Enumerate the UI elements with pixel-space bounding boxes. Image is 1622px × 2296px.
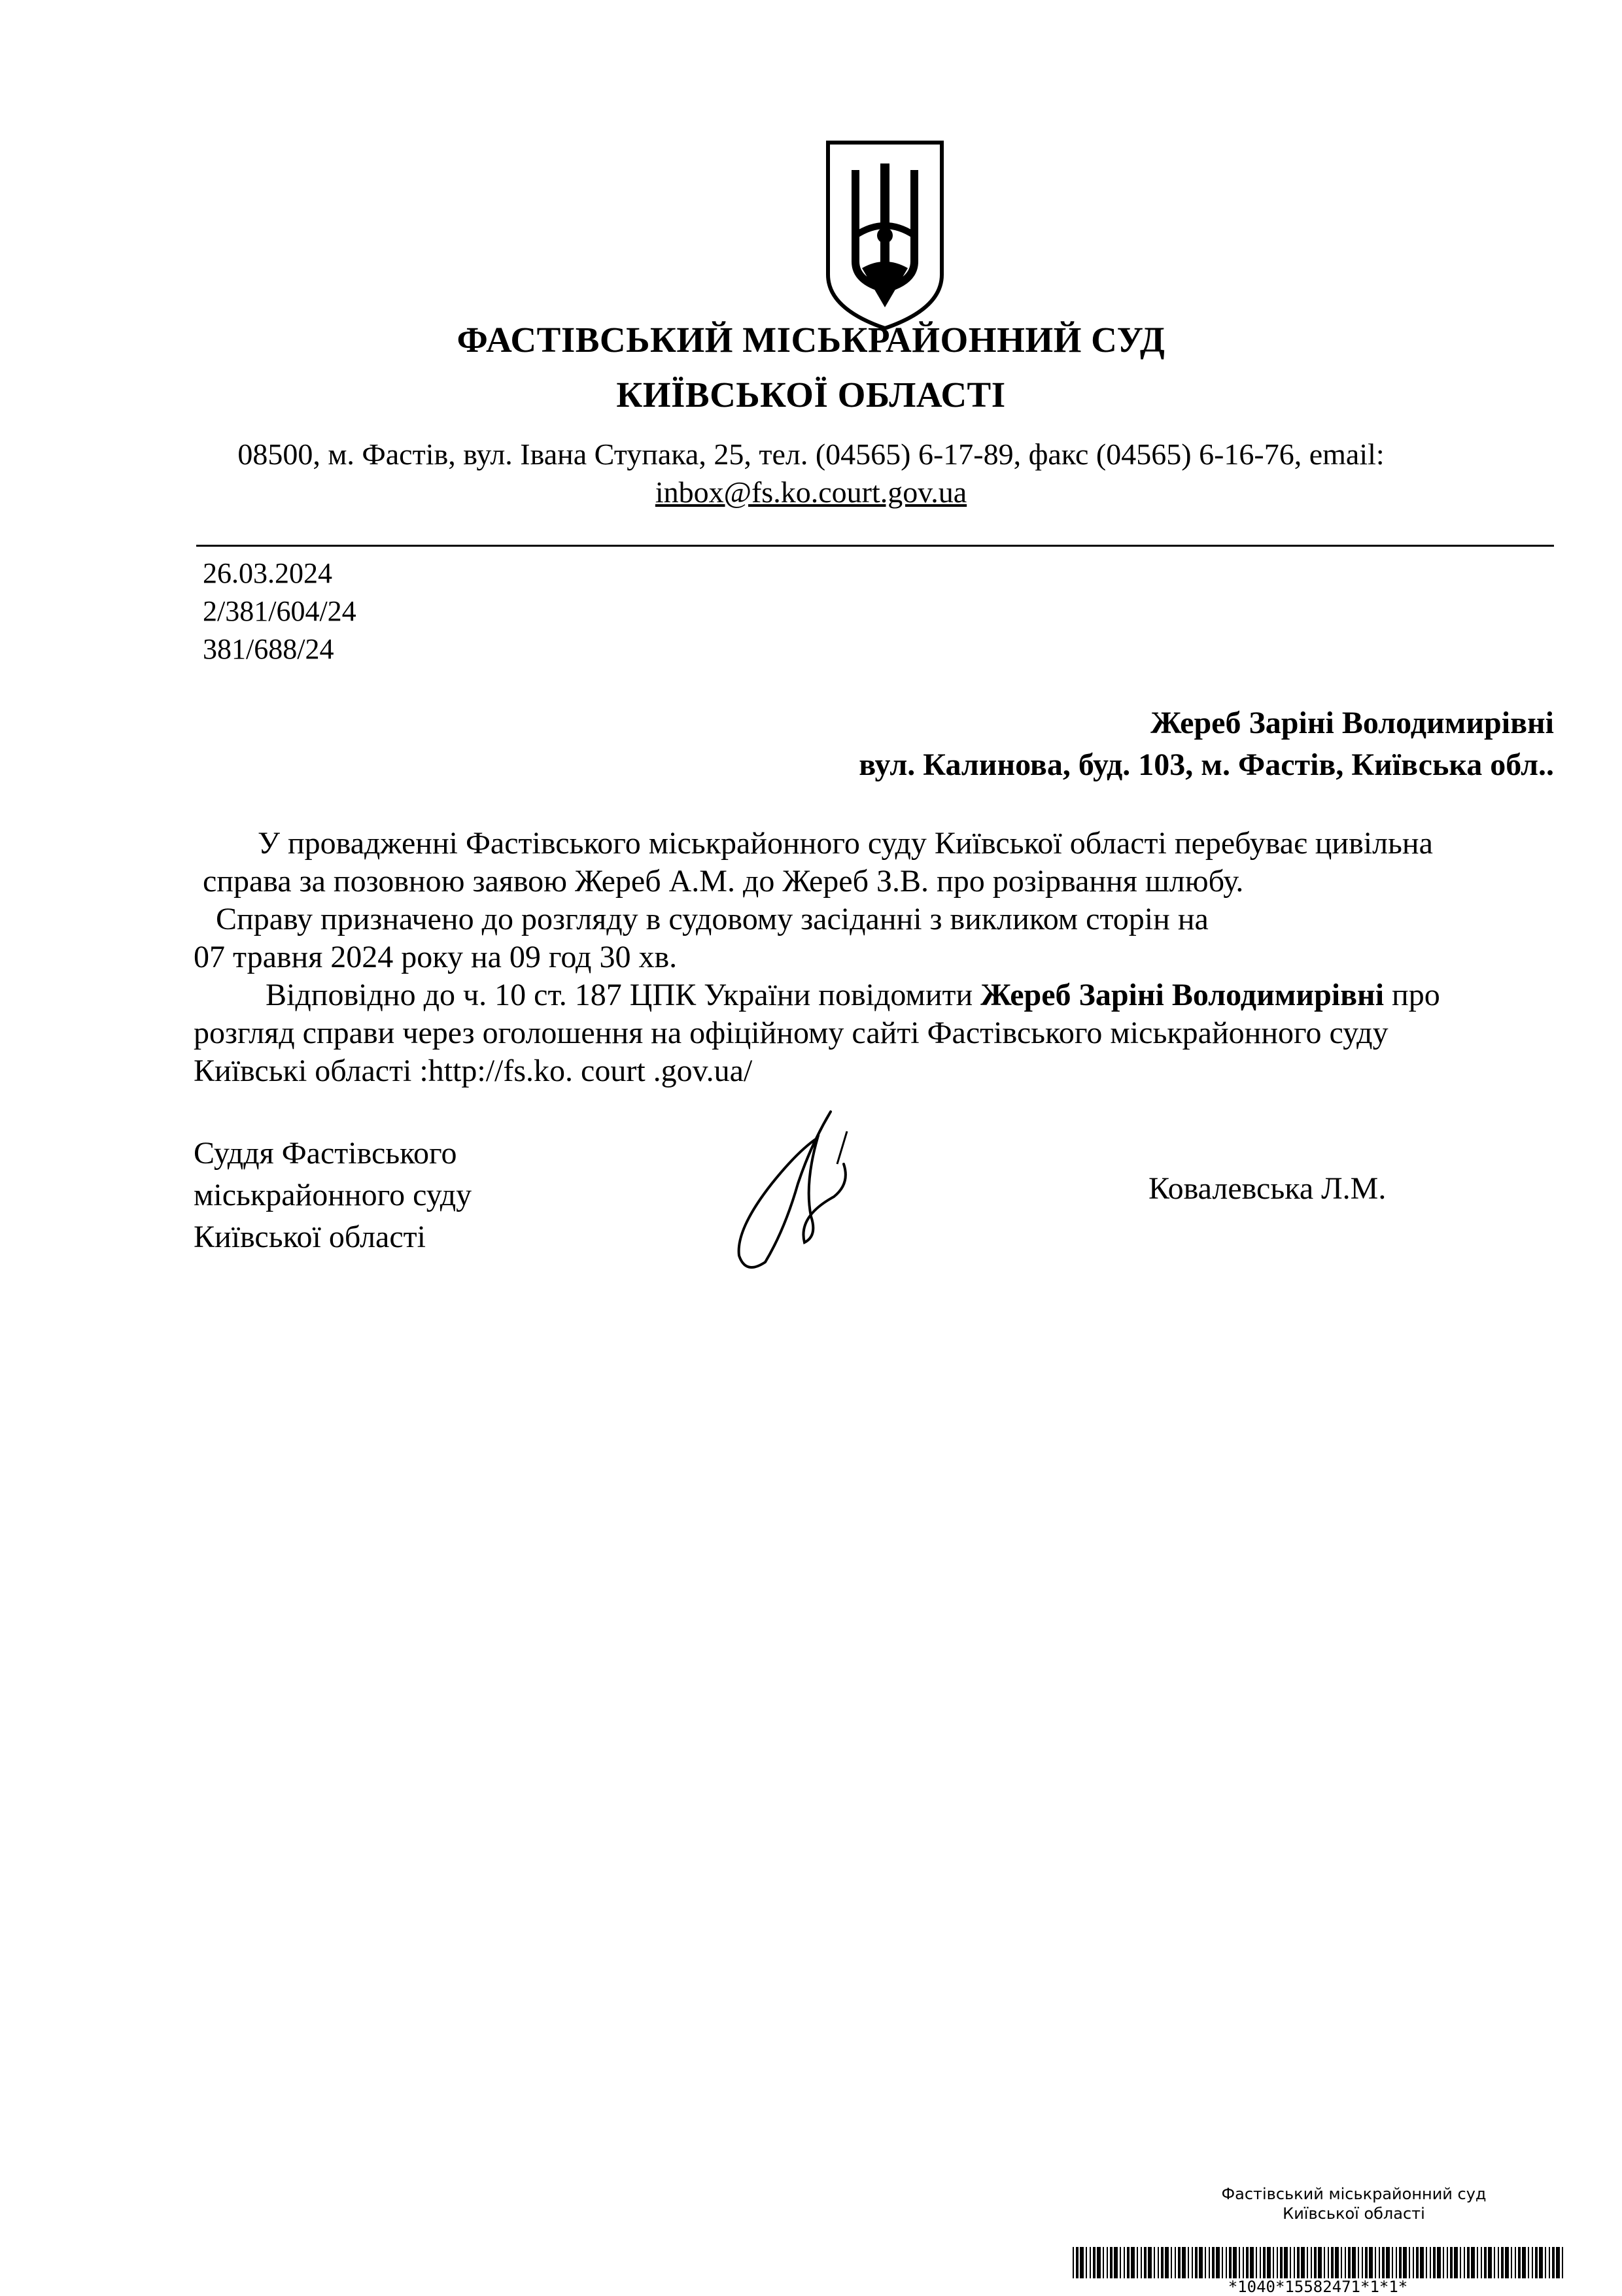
body-p1-line1: У провадженні Фастівського міськрайонного суду Київської області перебуває цивільна <box>258 826 1433 861</box>
document-date: 26.03.2024 <box>203 557 332 589</box>
body-p3-line1: Відповідно до ч. 10 ст. 187 ЦПК України повідомити Жереб Заріні Володимирівні про <box>266 978 1440 1012</box>
recipient-name: Жереб Заріні Володимирівні <box>1150 706 1554 740</box>
court-name-line2: КИЇВСЬКОЇ ОБЛАСТІ <box>616 375 1006 415</box>
header-divider <box>196 545 1554 547</box>
court-stamp: Фастівський міськрайонний суд Київської області <box>1221 2185 1487 2223</box>
case-number: 2/381/604/24 <box>203 595 356 627</box>
body-p3-line2: розгляд справи через оголошення на офіційному сайті Фастівського міськрайонного суду <box>194 1016 1389 1050</box>
registry-number: 381/688/24 <box>203 633 334 665</box>
handwritten-signature-icon <box>719 1105 863 1275</box>
body-p2-line1: Справу призначено до розгляду в судовому засіданні з викликом сторін на <box>216 902 1209 936</box>
barcode-text: *1040*15582471*1*1* <box>1228 2278 1408 2296</box>
court-email-line <box>0 475 1622 509</box>
judge-name: Ковалевська Л.М. <box>1148 1171 1387 1206</box>
recipient-address: вул. Калинова, буд. 103, м. Фастів, Київська обл.. <box>859 747 1554 782</box>
document-meta <box>203 555 356 668</box>
body-p3-line3: Київські області :http://fs.ko. court .gov.ua/ <box>194 1054 753 1088</box>
notified-person: Жереб Заріні Володимирівні <box>980 978 1385 1012</box>
court-email-link[interactable]: inbox@fs.ko.court.gov.ua <box>655 475 967 509</box>
judge-title: Суддя Фастівського міськрайонного суду Київської області <box>194 1136 472 1254</box>
body-p2-line2: 07 травня 2024 року на 09 год 30 хв. <box>194 940 678 974</box>
body-p1-line2: справа за позовною заявою Жереб А.М. до Жереб З.В. про розірвання шлюбу. <box>203 864 1244 899</box>
barcode-icon <box>1073 2247 1563 2278</box>
court-name-line1: ФАСТІВСЬКИЙ МІСЬКРАЙОННИЙ СУД <box>457 320 1165 360</box>
court-address: 08500, м. Фастів, вул. Івана Ступака, 25, тел. (04565) 6-17-89, факс (04565) 6-16-76, email: <box>237 437 1385 471</box>
trident-emblem-icon <box>823 137 947 334</box>
